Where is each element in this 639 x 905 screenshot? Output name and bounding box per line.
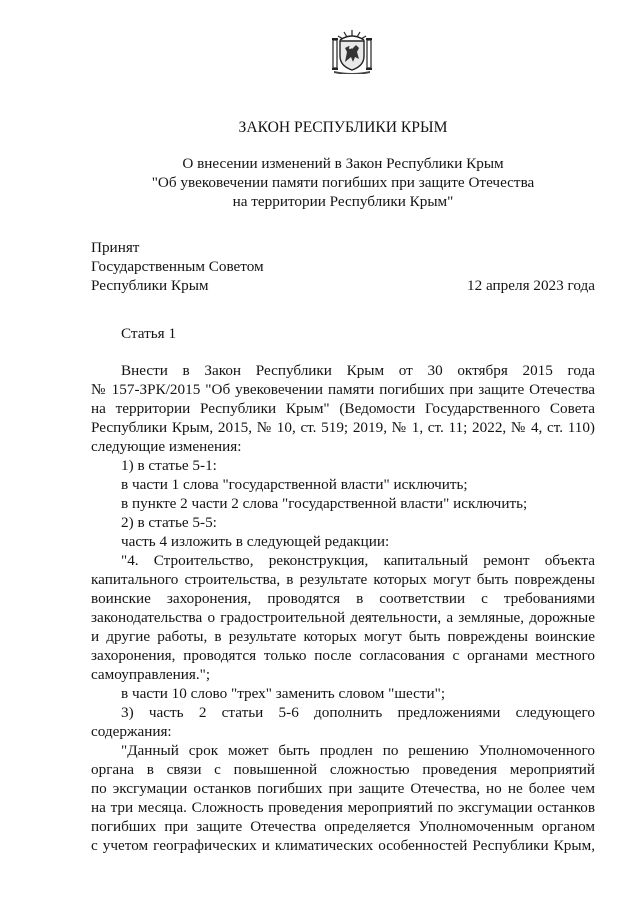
body-line-3: Республики Крым, 2015, № 10, ст. 519; 2019, № 1, ст. 11; 2022, № 4, ст. 110) xyxy=(91,419,595,436)
body-line-12: воинские захоронения, проводятся в соответствии с требованиями xyxy=(91,590,595,607)
subtitle-line-1: О внесении изменений в Закон Республики Крым xyxy=(182,155,504,172)
body-line-11: капитального строительства, в результате которых могут быть повреждены xyxy=(91,571,595,588)
body-line-1: № 157-ЗРК/2015 "Об увековечении памяти погибших при защите Отечества xyxy=(91,381,595,398)
body-line-4: следующие изменения: xyxy=(91,438,242,455)
body-line-19: содержания: xyxy=(91,723,172,740)
adoption-line-2: Государственным Советом xyxy=(91,258,264,275)
body-line-20: "Данный срок может быть продлен по решению Уполномоченного xyxy=(121,742,595,759)
body-line-25: с учетом географических и климатических особенностей Республики Крым, xyxy=(91,837,595,854)
body-line-6: в части 1 слова "государственной власти" исключить; xyxy=(121,476,468,493)
body-line-17: в части 10 слово "трех" заменить словом "шести"; xyxy=(121,685,446,702)
body-line-16: самоуправления."; xyxy=(91,666,211,683)
body-line-21: органа в связи с повышенной сложностью проведения мероприятий xyxy=(91,761,595,778)
body-line-13: законодательства о градостроительной деятельности, а земляные, дорожные xyxy=(91,609,595,626)
body-line-2: на территории Республики Крым" (Ведомости Государственного Совета xyxy=(91,400,595,417)
adoption-date: 12 апреля 2023 года xyxy=(467,277,595,294)
crimea-coat-of-arms-icon xyxy=(330,26,374,74)
article-heading: Статья 1 xyxy=(121,325,177,342)
body-line-23: на три месяца. Сложность проведения мероприятий по эксгумации останков xyxy=(91,799,595,816)
body-line-9: часть 4 изложить в следующей редакции: xyxy=(121,533,390,550)
body-line-15: захоронения, проводятся только после согласования с органами местного xyxy=(91,647,595,664)
subtitle-line-3: на территории Республики Крым" xyxy=(232,193,454,210)
adoption-line-3: Республики Крым xyxy=(91,277,209,294)
body-line-22: по эксгумации останков погибших при защите Отечества, но не более чем xyxy=(91,780,595,797)
body-line-24: погибших при защите Отечества определяется Уполномоченным органом xyxy=(91,818,595,835)
body-line-10: "4. Строительство, реконструкция, капитальный ремонт объекта xyxy=(121,552,595,569)
law-title: ЗАКОН РЕСПУБЛИКИ КРЫМ xyxy=(238,119,448,136)
body-line-18: 3) часть 2 статьи 5-6 дополнить предложениями следующего xyxy=(121,704,595,721)
subtitle-line-2: "Об увековечении памяти погибших при защите Отечества xyxy=(151,174,535,191)
body-line-5: 1) в статье 5-1: xyxy=(121,457,217,474)
body-line-14: и другие работы, в результате которых могут быть повреждены воинские xyxy=(91,628,595,645)
body-line-8: 2) в статье 5-5: xyxy=(121,514,217,531)
adoption-line-1: Принят xyxy=(91,239,140,256)
body-line-0: Внести в Закон Республики Крым от 30 октября 2015 года xyxy=(121,362,595,379)
body-line-7: в пункте 2 части 2 слова "государственной власти" исключить; xyxy=(121,495,528,512)
